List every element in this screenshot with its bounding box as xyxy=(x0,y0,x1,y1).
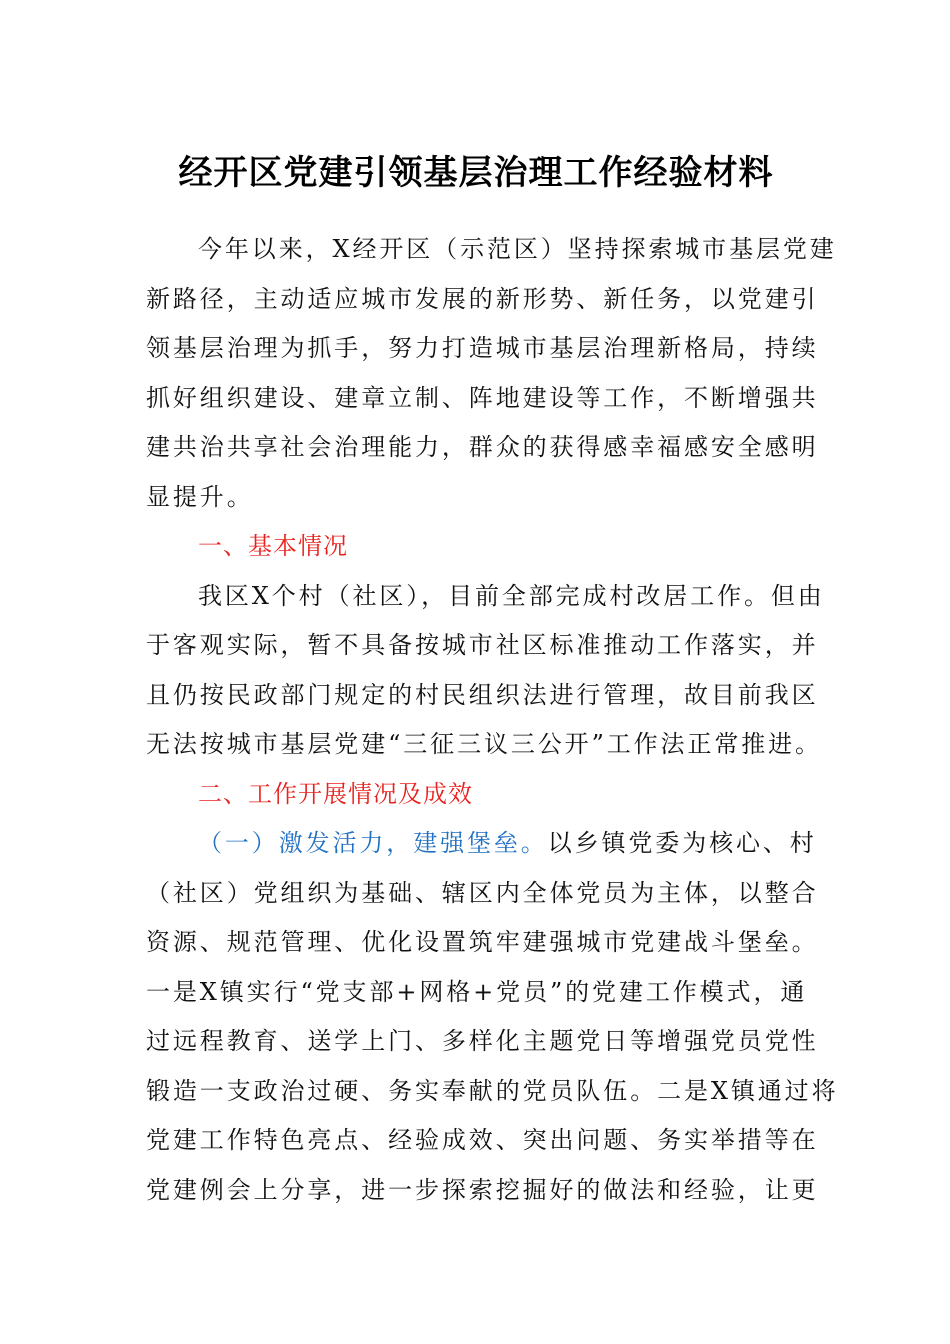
sub1-line: 资源、规范管理、优化设置筑牢建强城市党建战斗堡垒。 xyxy=(146,928,819,956)
section1-paragraph xyxy=(146,572,825,770)
sub1-line: 锻造一支政治过硬、务实奉献的党员队伍。二是X镇通过将 xyxy=(146,1076,839,1105)
sub1-line: 党建例会上分享，进一步探索挖掘好的做法和经验，让更 xyxy=(146,1175,819,1204)
intro-line: 领基层治理为抓手，努力打造城市基层治理新格局，持续 xyxy=(146,334,819,362)
section1-line: 无法按城市基层党建“三征三议三公开”工作法正常推进。 xyxy=(146,730,822,758)
sub1-line: 一是X镇实行“党支部+网格+党员”的党建工作模式，通 xyxy=(146,977,808,1006)
document-title: 经开区党建引领基层治理工作经验材料 xyxy=(178,153,774,193)
intro-line: 显提升。 xyxy=(146,482,254,511)
intro-line: 建共治共享社会治理能力，群众的获得感幸福感安全感明 xyxy=(146,433,819,461)
sub1-first-line-text: 以乡镇党委为核心、村 xyxy=(547,829,817,857)
section2-sub1-paragraph xyxy=(146,819,839,1215)
intro-paragraph xyxy=(146,225,837,522)
sub1-line: 过远程教育、送学上门、多样化主题党日等增强党员党性 xyxy=(146,1027,819,1055)
intro-line: 新路径，主动适应城市发展的新形势、新任务，以党建引 xyxy=(146,284,819,313)
section1-line: 且仍按民政部门规定的村民组织法进行管理，故目前我区 xyxy=(146,680,819,709)
section-heading-basic: 一、基本情况 xyxy=(198,532,348,560)
sub1-first-line xyxy=(146,819,817,869)
sub1-line: （社区）党组织为基础、辖区内全体党员为主体，以整合 xyxy=(146,878,819,907)
sub-heading-vitality: （一）激发活力，建强堡垒。 xyxy=(198,829,548,857)
intro-line: 抓好组织建设、建章立制、阵地建设等工作，不断增强共 xyxy=(146,383,819,412)
section1-line: 于客观实际，暂不具备按城市社区标准推动工作落实，并 xyxy=(146,631,819,659)
sub1-line: 党建工作特色亮点、经验成效、突出问题、务实举措等在 xyxy=(146,1126,819,1154)
section-heading-progress: 二、工作开展情况及成效 xyxy=(198,779,473,808)
intro-line: 今年以来，X经开区（示范区）坚持探索城市基层党建 xyxy=(198,235,837,263)
document-page xyxy=(146,150,839,1215)
section1-line: 我区X个村（社区），目前全部完成村改居工作。但由 xyxy=(198,581,825,610)
